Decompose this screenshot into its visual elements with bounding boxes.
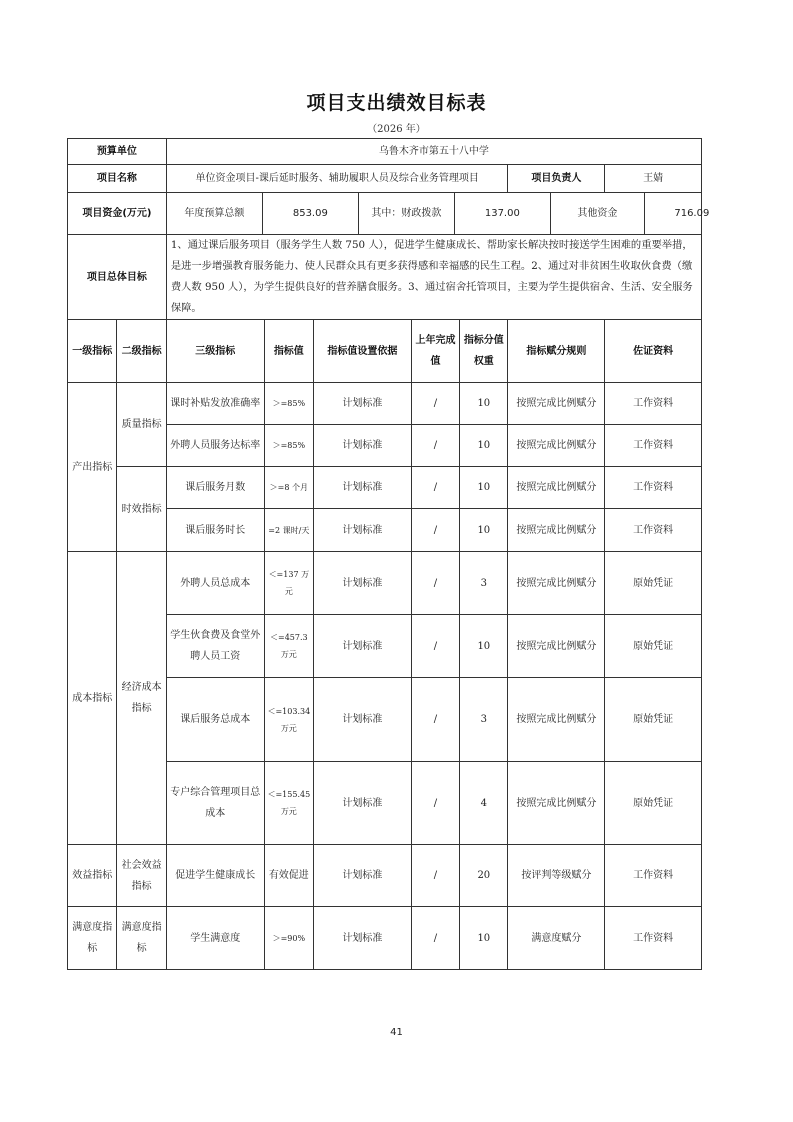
indicator-value: ＜=103.34 万元 xyxy=(264,678,313,762)
indicator-weight: 3 xyxy=(460,678,508,762)
indicator-basis: 计划标准 xyxy=(314,552,412,615)
indicator-evidence: 工作资料 xyxy=(605,845,702,907)
indicator-value: ＞=8 个月 xyxy=(264,467,313,509)
indicator-last-year: / xyxy=(411,552,459,615)
indicator-evidence: 原始凭证 xyxy=(605,552,702,615)
indicator-evidence: 原始凭证 xyxy=(605,615,702,678)
indicator-value: =2 课时/天 xyxy=(264,509,313,552)
header-evidence: 佐证资料 xyxy=(605,320,702,383)
indicator-weight: 10 xyxy=(460,615,508,678)
indicator-weight: 10 xyxy=(460,907,508,970)
indicator-basis: 计划标准 xyxy=(314,678,412,762)
indicator-value: ＞=85% xyxy=(264,383,313,425)
indicator-rule: 满意度赋分 xyxy=(508,907,605,970)
table-row xyxy=(68,845,702,907)
group-economic-cost: 经济成本指标 xyxy=(117,552,166,845)
indicator-rule: 按评判等级赋分 xyxy=(508,845,605,907)
overall-goal-row xyxy=(68,235,702,320)
header-level1: 一级指标 xyxy=(68,320,117,383)
indicator-evidence: 原始凭证 xyxy=(605,678,702,762)
indicator-rule: 按照完成比例赋分 xyxy=(508,467,605,509)
indicator-last-year: / xyxy=(411,762,459,845)
indicator-value: 有效促进 xyxy=(264,845,313,907)
indicator-evidence: 工作资料 xyxy=(605,907,702,970)
indicator-name: 外聘人员服务达标率 xyxy=(166,425,264,467)
header-basis: 指标值设置依据 xyxy=(314,320,412,383)
indicator-last-year: / xyxy=(411,845,459,907)
performance-goal-table xyxy=(67,138,710,970)
indicator-basis: 计划标准 xyxy=(314,509,412,552)
indicator-name: 促进学生健康成长 xyxy=(166,845,264,907)
indicator-name: 学生满意度 xyxy=(166,907,264,970)
overall-goal-label: 项目总体目标 xyxy=(68,235,167,320)
funds-detail xyxy=(166,193,710,235)
header-value: 指标值 xyxy=(264,320,313,383)
page-title: 项目支出绩效目标表 xyxy=(306,92,487,114)
indicator-evidence: 工作资料 xyxy=(605,425,702,467)
indicator-last-year: / xyxy=(411,678,459,762)
budget-unit-row xyxy=(68,139,702,165)
indicator-name: 课后服务总成本 xyxy=(166,678,264,762)
indicator-basis: 计划标准 xyxy=(314,425,412,467)
group-quality: 质量指标 xyxy=(117,383,166,467)
indicator-last-year: / xyxy=(411,615,459,678)
indicator-value: ＜=137 万元 xyxy=(264,552,313,615)
table-row xyxy=(68,907,702,970)
indicator-last-year: / xyxy=(411,467,459,509)
indicator-name: 课后服务时长 xyxy=(166,509,264,552)
indicator-basis: 计划标准 xyxy=(314,907,412,970)
table-row xyxy=(68,383,702,425)
other-funds-value: 716.09 xyxy=(644,193,739,234)
table-row xyxy=(68,467,702,509)
table-row xyxy=(68,552,702,615)
project-name-row xyxy=(68,165,702,193)
project-leader-label: 项目负责人 xyxy=(508,165,605,193)
annual-budget-value: 853.09 xyxy=(262,193,358,234)
indicator-basis: 计划标准 xyxy=(314,845,412,907)
project-name-label: 项目名称 xyxy=(68,165,167,193)
funds-label: 项目资金(万元) xyxy=(68,193,167,235)
indicator-last-year: / xyxy=(411,509,459,552)
indicator-name: 专户综合管理项目总成本 xyxy=(166,762,264,845)
indicator-value: ＜=155.45 万元 xyxy=(264,762,313,845)
indicator-rule: 按照完成比例赋分 xyxy=(508,425,605,467)
indicator-weight: 4 xyxy=(460,762,508,845)
indicator-value: ＞=85% xyxy=(264,425,313,467)
header-level2: 二级指标 xyxy=(117,320,166,383)
group-benefit: 效益指标 xyxy=(68,845,117,907)
indicator-value: ＞=90% xyxy=(264,907,313,970)
annual-budget-label: 年度预算总额 xyxy=(167,193,263,234)
indicator-basis: 计划标准 xyxy=(314,615,412,678)
group-output: 产出指标 xyxy=(68,383,117,552)
funds-row xyxy=(68,193,702,235)
indicator-basis: 计划标准 xyxy=(314,467,412,509)
header-row xyxy=(68,320,702,383)
overall-goal-text: 1、通过课后服务项目（服务学生人数 750 人），促进学生健康成长、帮助家长解决按时接送学生困难的重要举措，是进一步增强教育服务能力、使人民群众具有更多获得感和幸福感的民生工程。2、通过对非贫困生收取伙食费（缴费人数 950 人），为学生提供良好的营养膳食服务。3、通过宿舍托管项目，主要为学生提供宿舍、生活、安全服务保障。 xyxy=(166,235,701,320)
indicator-name: 课后服务月数 xyxy=(166,467,264,509)
indicator-rule: 按照完成比例赋分 xyxy=(508,552,605,615)
indicator-weight: 10 xyxy=(460,509,508,552)
indicator-basis: 计划标准 xyxy=(314,383,412,425)
indicator-weight: 20 xyxy=(460,845,508,907)
indicator-name: 学生伙食费及食堂外聘人员工资 xyxy=(166,615,264,678)
indicator-weight: 10 xyxy=(460,467,508,509)
group-satisfaction-sub: 满意度指标 xyxy=(117,907,166,970)
indicator-name: 外聘人员总成本 xyxy=(166,552,264,615)
indicator-last-year: / xyxy=(411,425,459,467)
group-cost: 成本指标 xyxy=(68,552,117,845)
page-number: 41 xyxy=(390,1027,403,1038)
project-name-value: 单位资金项目-课后延时服务、辅助履职人员及综合业务管理项目 xyxy=(166,165,508,193)
fiscal-label: 其中：财政拨款 xyxy=(358,193,454,234)
group-timeliness: 时效指标 xyxy=(117,467,166,552)
project-leader-value: 王婧 xyxy=(605,165,702,193)
budget-unit-label: 预算单位 xyxy=(68,139,167,165)
fiscal-value: 137.00 xyxy=(454,193,550,234)
header-level3: 三级指标 xyxy=(166,320,264,383)
header-weight: 指标分值权重 xyxy=(460,320,508,383)
indicator-value: ＜=457.3 万元 xyxy=(264,615,313,678)
indicator-rule: 按照完成比例赋分 xyxy=(508,678,605,762)
budget-unit-value: 乌鲁木齐市第五十八中学 xyxy=(166,139,701,165)
indicator-rule: 按照完成比例赋分 xyxy=(508,509,605,552)
indicator-evidence: 原始凭证 xyxy=(605,762,702,845)
other-funds-label: 其他资金 xyxy=(550,193,644,234)
header-rule: 指标赋分规则 xyxy=(508,320,605,383)
indicator-rule: 按照完成比例赋分 xyxy=(508,615,605,678)
indicator-weight: 10 xyxy=(460,383,508,425)
indicator-last-year: / xyxy=(411,383,459,425)
indicator-evidence: 工作资料 xyxy=(605,509,702,552)
indicator-last-year: / xyxy=(411,907,459,970)
indicator-rule: 按照完成比例赋分 xyxy=(508,383,605,425)
indicator-basis: 计划标准 xyxy=(314,762,412,845)
group-satisfaction: 满意度指标 xyxy=(68,907,117,970)
group-social-benefit: 社会效益指标 xyxy=(117,845,166,907)
indicator-evidence: 工作资料 xyxy=(605,467,702,509)
year-label: （2026 年） xyxy=(367,124,426,135)
header-last-year: 上年完成值 xyxy=(411,320,459,383)
indicator-rule: 按照完成比例赋分 xyxy=(508,762,605,845)
indicator-weight: 3 xyxy=(460,552,508,615)
indicator-evidence: 工作资料 xyxy=(605,383,702,425)
indicator-name: 课时补贴发放准确率 xyxy=(166,383,264,425)
indicator-weight: 10 xyxy=(460,425,508,467)
